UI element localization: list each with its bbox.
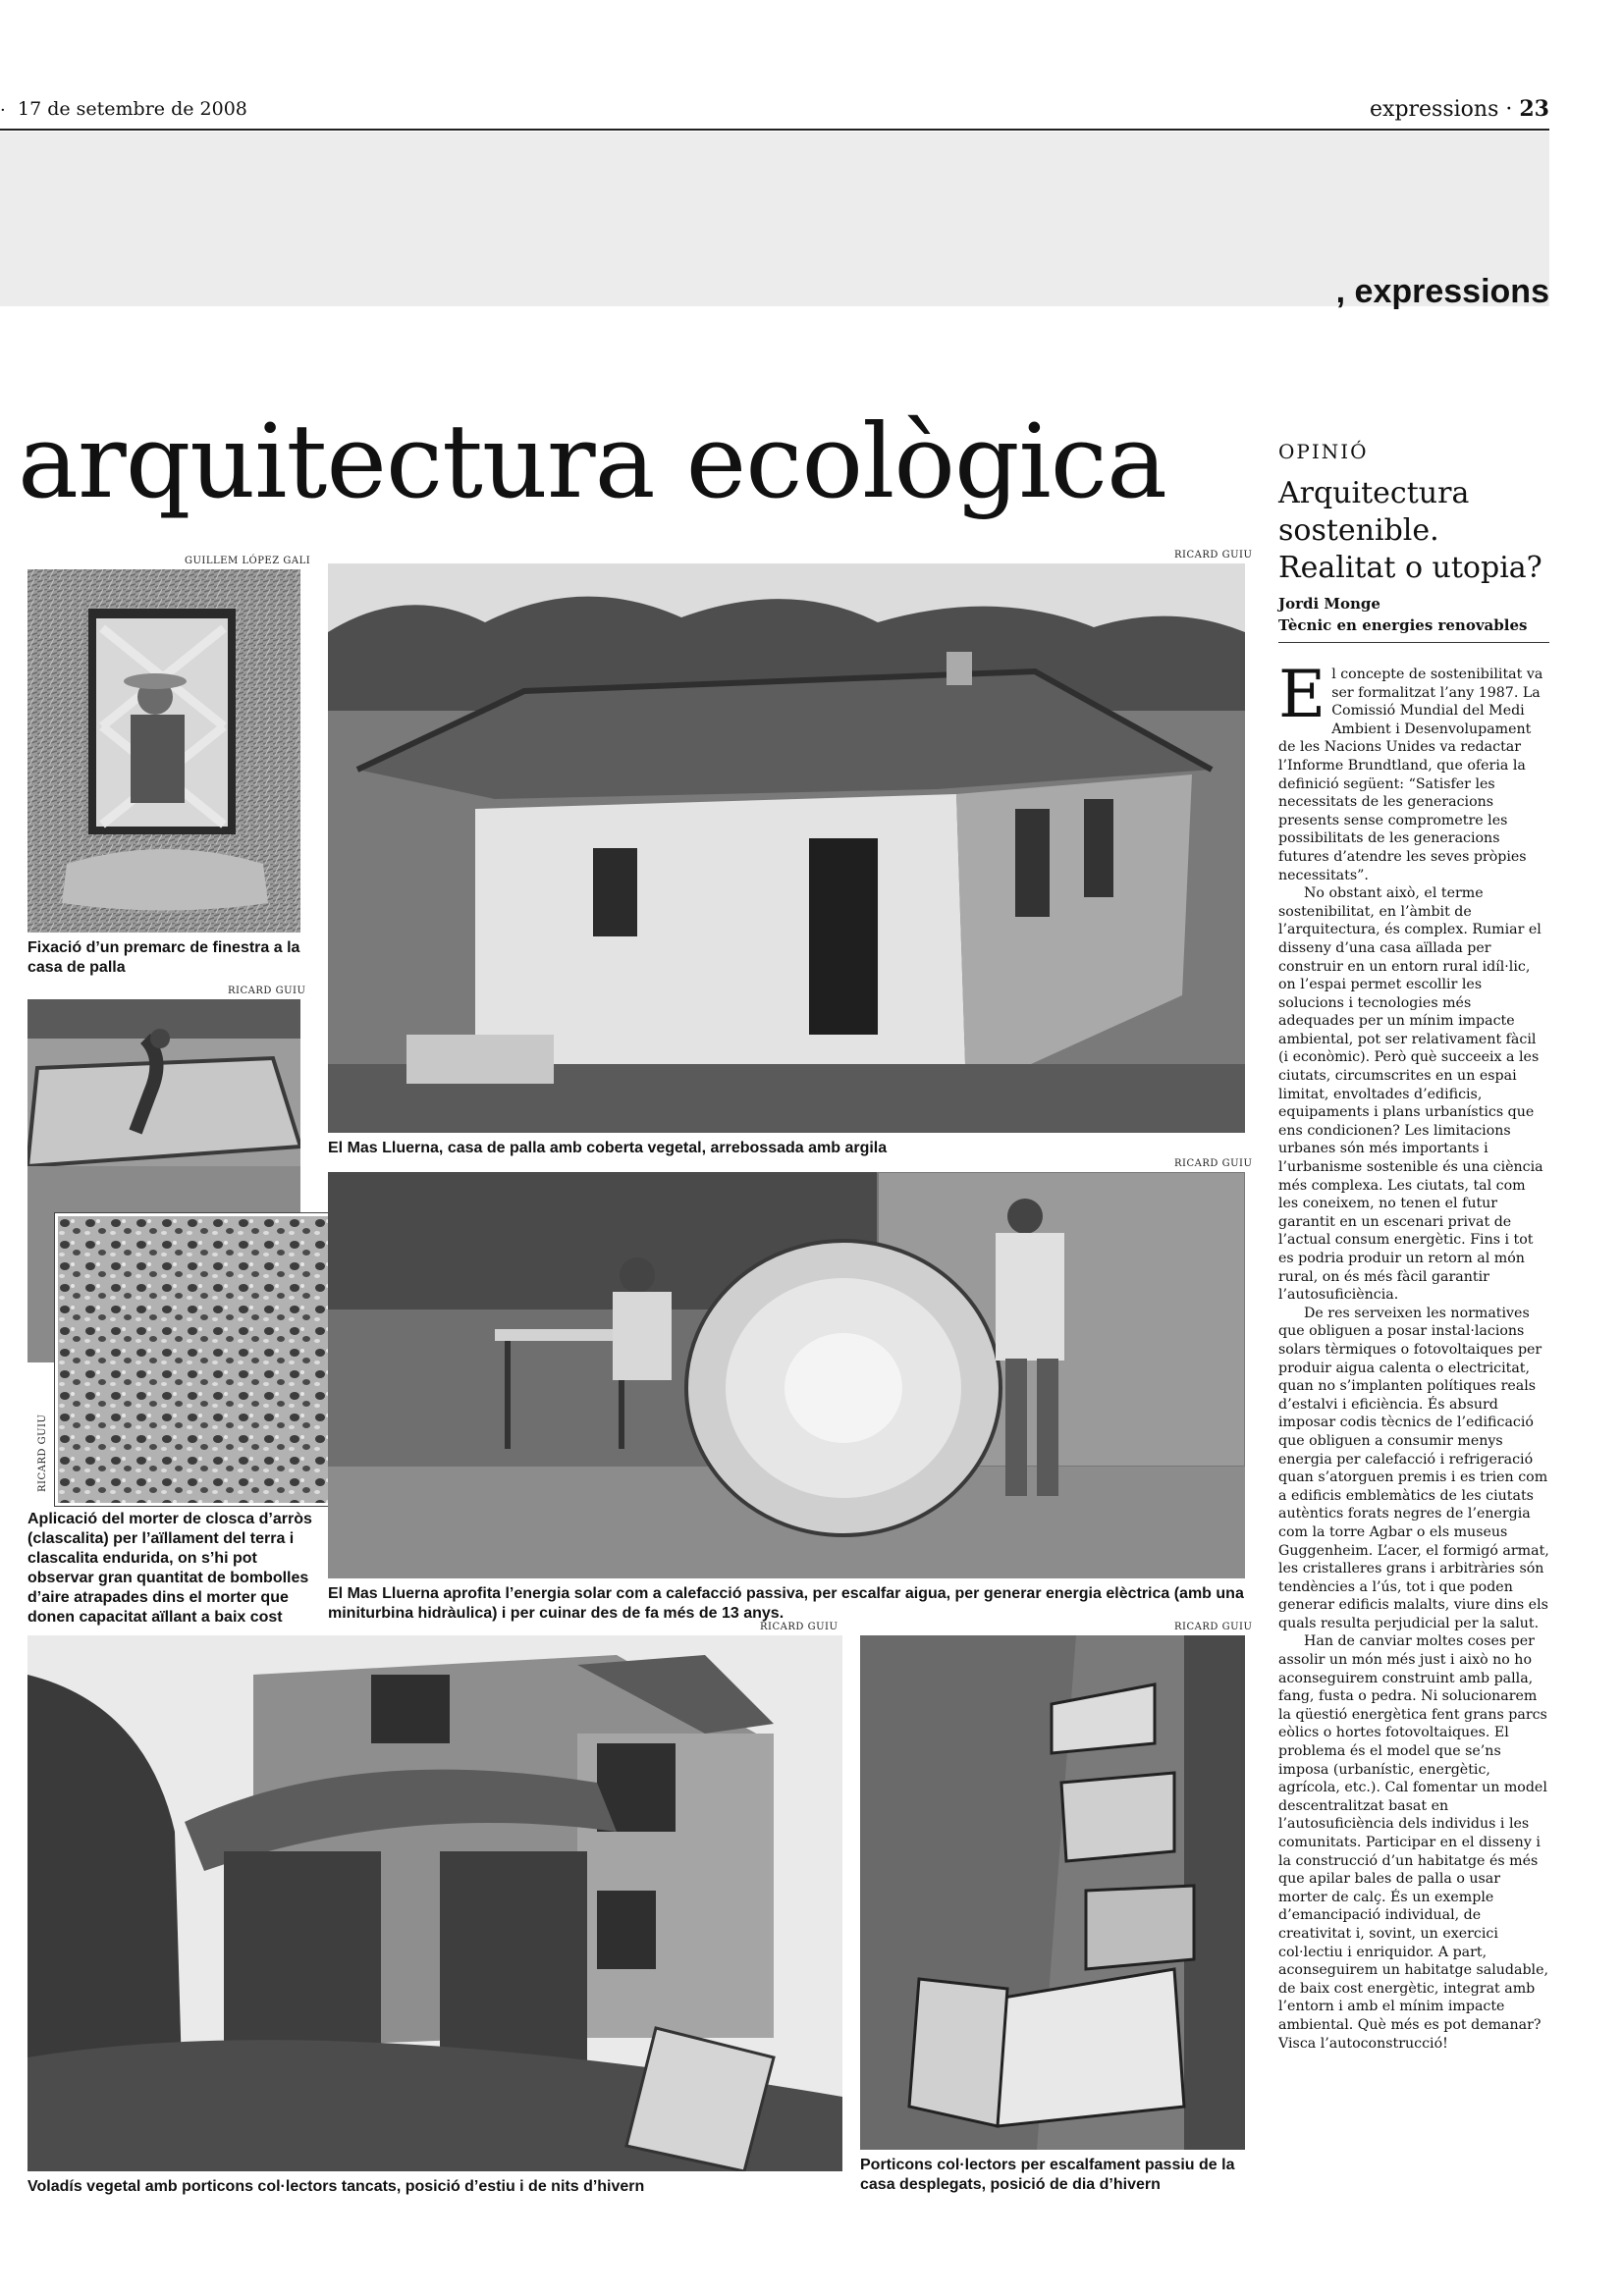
photo-straw-house <box>328 563 1245 1133</box>
page-section-and-number <box>1370 96 1549 122</box>
photo-credit-5: RICARD GUIU <box>1174 1158 1253 1169</box>
photo-caption-6: Voladís vegetal amb porticons col·lectors tancats, posició d’estiu i de nits d’hivern <box>27 2178 645 2195</box>
photo-green-overhang <box>27 1635 842 2171</box>
page-number: 23 <box>1519 96 1549 122</box>
photo-credit-2: RICARD GUIU <box>1174 550 1253 561</box>
photo-caption-5: El Mas Lluerna aprofita l’energia solar com a calefacció passiva, per escalfar aigua, per generar energia elèctrica (amb una miniturbina hidràulica) i per cuinar des de fa més de 13 anys. <box>328 1585 1244 1622</box>
header-bullet: · <box>0 100 6 121</box>
photo-caption-1: Fixació d’un premarc de finestra a la casa de palla <box>27 939 300 976</box>
header-rule <box>0 129 1549 131</box>
drop-cap: E <box>1278 657 1326 732</box>
photo-credit-6: RICARD GUIU <box>760 1622 839 1632</box>
photo-caption-7: Porticons col·lectors per escalfament passiu de la casa desplegats, posició de dia d’hivern <box>860 2157 1235 2193</box>
opinion-body <box>1278 657 1549 2053</box>
photo-credit-7: RICARD GUIU <box>1174 1622 1253 1632</box>
author-name: Jordi Monge <box>1278 595 1380 613</box>
section-label: , expressions <box>1335 273 1549 310</box>
paragraph-1-text: l concepte de sostenibilitat va ser formalitzat l’any 1987. La Comissió Mundial del Medi Ambient i Desenvolupament de les Nacions Unides va redactar l’Informe Brundtland, que oferia la definició següent: “Satisfer les necessitats de les generacions presents sense comprometre les possibilitats de les generacions futures d’atendre les seves pròpies necessitats”. <box>1278 667 1543 883</box>
paragraph-3: De res serveixen les normatives que obliguen a posar instal·lacions solars tèrmiques o fotovoltaiques per produir aigua calenta o electricitat, quan no s’implanten polítiques reals d’estalvi i eficiència. És absurd imposar codis tècnics de l’edificació que obliguen a consumir menys energia per calefacció i refrigeració quan s’atorguen premis i es trien com a edificis emblemàtics de les ciutats autèntics forats negres de l’energia com la torre Agbar o els museus Guggenheim. L’acer, el formigó armat, les cristalleres grans i arbitràries són tendències a l’ús, tot i que poden generar edificis malalts, viure dins els quals resulta perjudicial per la salut. <box>1278 1305 1549 1631</box>
photo-credit-4: RICARD GUIU <box>37 1414 48 1492</box>
opinion-title: Arquitectura sostenible. Realitat o utopia? <box>1278 476 1542 585</box>
issue-date: 17 de setembre de 2008 <box>18 98 247 120</box>
headline: arquitectura ecològica <box>18 401 1167 521</box>
photo-credit-3: RICARD GUIU <box>228 986 306 996</box>
section-name: expressions · <box>1370 97 1513 122</box>
paragraph-4: Han de canviar moltes coses per assolir un món més just i això no ho aconseguirem construint amb palla, fang, fusta o pedra. Ni solucionarem la qüestió energètica fent grans parcs eòlics o hortes fotovoltaiques. El problema és el model que se’ns imposa (urbanístic, energètic, agrícola, etc.). Cal fomentar un model descentralitzat basat en l’autosuficiència dels individus i les comunitats. Participar en el disseny i la construcció d’un habitatge és més que apilar bales de palla o usar morter de calç. És un exemple d’emancipació individual, de creativitat i, sovint, un exercici col·lectiu i enriquidor. A part, aconseguirem un habitatge saludable, de baix cost energètic, integrat amb l’entorn i amb el mínim impacte ambiental. Què més es pot demanar? Visca l’autoconstrucció! <box>1278 1633 1548 2052</box>
photo-credit-1: GUILLEM LÓPEZ GALI <box>185 556 311 566</box>
photo-caption-4: Aplicació del morter de closca d’arròs (clascalita) per l’aïllament del terra i clascalita endurida, on s’hi pot observar gran quantitat de bombolles d’aire atrapades dins el morter que donen capacitat aïllant a baix cost <box>27 1511 312 1626</box>
paragraph-1 <box>1278 657 1549 884</box>
header-band <box>0 132 1549 306</box>
photo-collector-shutters <box>860 1635 1245 2150</box>
photo-window-frame <box>27 569 300 933</box>
opinion-label: OPINIÓ <box>1278 440 1369 463</box>
photo-solar-cooker <box>328 1172 1245 1578</box>
paragraph-2: No obstant això, el terme sostenibilitat, en l’àmbit de l’arquitectura, és complex. Rumiar el disseny d’una casa aïllada per construir en un entorn rural idíl·lic, on l’espai permet escollir les solucions i tecnologies més adequades per un mínim impacte ambiental, pot ser relativament fàcil (i econòmic). Però què succeeix a les ciutats, circumscrites en un espai limitat, envoltades d’edificis, equipaments i plans urbanístics que ens condicionen? Les limitacions urbanes són més importants i l’urbanisme sostenible és una ciència més complexa. Les ciutats, tal com les coneixem, no tenen el futur garantit en un escenari privat de l’actual consum energètic. Fins i tot es podria produir un retorn al món rural, on és més fàcil garantir l’autosuficiència. <box>1278 885 1543 1304</box>
photo-caption-2: El Mas Lluerna, casa de palla amb coberta vegetal, arrebossada amb argila <box>328 1140 888 1156</box>
author-divider <box>1278 642 1549 643</box>
author-role: Tècnic en energies renovables <box>1278 616 1528 634</box>
